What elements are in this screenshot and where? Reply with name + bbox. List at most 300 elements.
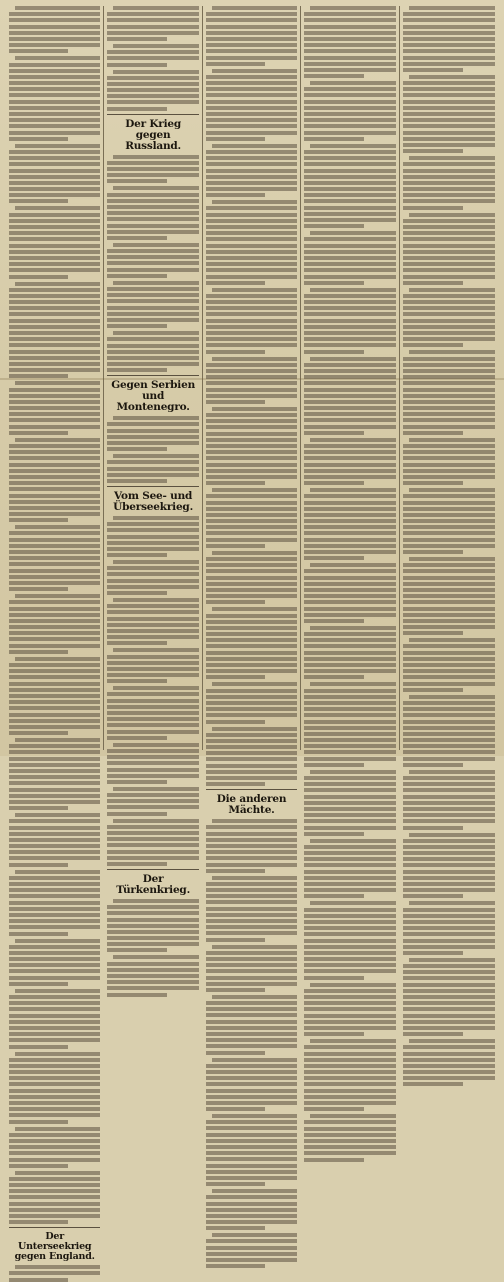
text-line <box>206 294 297 298</box>
text-line <box>409 833 495 837</box>
text-line <box>206 1239 297 1243</box>
text-line <box>403 369 495 373</box>
text-line <box>409 6 495 10</box>
paragraph <box>403 901 495 955</box>
text-line <box>206 982 297 986</box>
text-line <box>9 1145 100 1149</box>
text-line <box>304 638 395 642</box>
text-line <box>9 1214 100 1218</box>
text-line <box>9 518 68 522</box>
text-line <box>9 394 100 398</box>
text-line <box>403 319 495 323</box>
text-line <box>107 88 198 92</box>
text-line <box>206 770 297 774</box>
text-line <box>113 70 198 74</box>
text-line <box>15 381 100 385</box>
paragraph <box>9 594 100 654</box>
text-line <box>15 1127 100 1131</box>
text-line <box>107 936 198 940</box>
text-line <box>403 631 463 635</box>
text-line <box>403 513 495 517</box>
text-line <box>9 781 100 785</box>
text-line <box>107 63 166 67</box>
text-line <box>403 444 495 448</box>
text-line <box>304 469 395 473</box>
text-line <box>304 350 363 354</box>
paragraph <box>403 833 495 899</box>
text-line <box>9 18 100 22</box>
text-line <box>403 400 495 404</box>
text-line <box>304 851 395 855</box>
text-line <box>304 106 395 110</box>
text-line <box>9 1070 100 1074</box>
text-line <box>206 888 297 892</box>
text-line <box>304 939 395 943</box>
text-line <box>304 87 395 91</box>
text-line <box>304 250 395 254</box>
text-line <box>9 531 100 535</box>
text-line <box>206 475 297 479</box>
text-line <box>403 776 495 780</box>
text-line <box>403 175 495 179</box>
text-line <box>403 1007 495 1011</box>
text-line <box>206 1226 265 1230</box>
text-line <box>206 1126 297 1130</box>
text-line <box>403 726 495 730</box>
text-line <box>113 899 198 903</box>
text-line <box>15 6 100 10</box>
text-line <box>107 547 198 551</box>
text-line <box>304 450 395 454</box>
text-line <box>403 193 495 197</box>
text-line <box>403 187 495 191</box>
text-line <box>206 782 265 786</box>
text-line <box>304 882 395 886</box>
text-line <box>403 839 495 843</box>
text-line <box>107 293 198 297</box>
paragraph <box>9 870 100 936</box>
text-line <box>9 769 100 773</box>
text-line <box>9 350 100 354</box>
text-line <box>206 600 265 604</box>
text-line <box>15 1265 100 1269</box>
text-line <box>107 287 198 291</box>
paragraph <box>107 686 198 740</box>
paragraph <box>206 488 297 548</box>
text-line <box>304 381 395 385</box>
text-line <box>206 963 297 967</box>
text-line <box>107 467 198 471</box>
text-line <box>9 131 100 135</box>
text-line <box>403 894 463 898</box>
text-line <box>107 312 198 316</box>
paragraph <box>304 1114 395 1161</box>
text-line <box>206 237 297 241</box>
column-3 <box>203 6 301 817</box>
text-line <box>403 425 495 429</box>
text-line <box>206 957 297 961</box>
text-line <box>9 750 100 754</box>
text-line <box>304 582 395 586</box>
text-line <box>206 444 297 448</box>
paragraph <box>304 438 395 485</box>
text-line <box>206 187 297 191</box>
text-line <box>107 948 166 952</box>
text-line <box>107 566 198 570</box>
text-line <box>403 507 495 511</box>
text-line <box>206 275 297 279</box>
text-line <box>403 688 463 692</box>
text-line <box>9 256 100 260</box>
text-line <box>206 388 297 392</box>
text-line <box>206 850 297 854</box>
text-line <box>403 951 463 955</box>
text-line <box>107 579 198 583</box>
text-line <box>107 905 198 909</box>
text-line <box>9 1208 100 1212</box>
text-line <box>409 638 495 642</box>
text-line <box>206 250 297 254</box>
text-line <box>304 556 363 560</box>
text-line <box>9 118 100 122</box>
text-line <box>9 1183 100 1187</box>
text-line <box>212 1058 297 1062</box>
text-line <box>9 288 100 292</box>
text-line <box>206 325 297 329</box>
text-line <box>206 438 297 442</box>
paragraph <box>206 945 297 992</box>
text-line <box>206 49 297 53</box>
text-line <box>9 587 68 591</box>
paragraph <box>107 598 198 645</box>
text-line <box>9 631 100 635</box>
text-line <box>304 525 395 529</box>
text-line <box>403 149 463 153</box>
text-line <box>310 357 395 361</box>
text-line <box>9 368 100 372</box>
text-line <box>206 838 297 842</box>
text-line <box>9 932 68 936</box>
text-line <box>409 438 495 442</box>
text-line <box>403 675 495 679</box>
text-line <box>206 112 297 116</box>
text-line <box>206 56 297 60</box>
text-line <box>409 350 495 354</box>
text-line <box>304 1082 395 1086</box>
text-line <box>403 206 463 210</box>
text-line <box>403 18 495 22</box>
paragraph <box>304 901 395 979</box>
text-line <box>403 757 495 761</box>
text-line <box>206 707 297 711</box>
paragraph <box>107 648 198 683</box>
text-line <box>403 932 495 936</box>
text-line <box>9 1026 100 1030</box>
text-line <box>206 25 297 29</box>
text-line <box>206 1151 297 1155</box>
text-line <box>304 826 395 830</box>
text-line <box>403 807 495 811</box>
text-line <box>304 914 395 918</box>
text-line <box>9 1007 100 1011</box>
text-line <box>113 331 198 335</box>
text-line <box>403 1045 495 1049</box>
text-line <box>9 901 100 905</box>
text-line <box>304 268 395 272</box>
paragraph <box>107 899 198 953</box>
paragraph <box>107 955 198 996</box>
text-line <box>206 657 297 661</box>
text-line <box>212 876 297 880</box>
text-line <box>409 75 495 79</box>
text-line <box>206 1176 297 1180</box>
text-line <box>9 356 100 360</box>
text-line <box>304 306 395 310</box>
paragraph <box>304 6 395 78</box>
text-line <box>107 31 198 35</box>
text-line <box>113 819 198 823</box>
text-line <box>9 1278 68 1282</box>
paragraph <box>206 144 297 198</box>
text-line <box>9 800 100 804</box>
text-line <box>9 124 100 128</box>
text-line <box>107 837 198 841</box>
text-line <box>206 544 265 548</box>
text-line <box>9 995 100 999</box>
section-headline: Gegen Serbien und Montenegro. <box>111 379 196 414</box>
text-line <box>403 25 495 29</box>
text-line <box>409 901 495 905</box>
text-line <box>304 181 395 185</box>
text-line <box>206 124 297 128</box>
text-line <box>304 1032 363 1036</box>
text-line <box>206 156 297 160</box>
text-line <box>206 925 297 929</box>
text-line <box>403 1026 495 1030</box>
text-line <box>212 357 297 361</box>
text-line <box>9 945 100 949</box>
text-line <box>206 501 297 505</box>
text-line <box>206 695 297 699</box>
text-line <box>403 788 495 792</box>
text-line <box>304 156 395 160</box>
text-line <box>304 519 395 523</box>
paragraph <box>403 350 495 434</box>
text-line <box>206 244 297 248</box>
text-line <box>310 901 395 905</box>
text-line <box>304 294 395 298</box>
text-line <box>206 764 297 768</box>
text-line <box>107 460 198 464</box>
text-line <box>9 806 68 810</box>
text-line <box>304 312 395 316</box>
text-line <box>403 531 495 535</box>
text-line <box>403 600 495 604</box>
text-line <box>304 224 363 228</box>
text-line <box>409 1039 495 1043</box>
text-line <box>403 851 495 855</box>
text-line <box>9 888 100 892</box>
text-line <box>206 93 297 97</box>
text-line <box>206 519 297 523</box>
text-line <box>304 538 395 542</box>
text-line <box>304 162 395 166</box>
text-line <box>107 723 198 727</box>
text-line <box>113 281 198 285</box>
text-line <box>9 112 100 116</box>
text-line <box>403 450 495 454</box>
text-line <box>304 475 395 479</box>
text-line <box>206 701 297 705</box>
text-line <box>206 1089 297 1093</box>
text-line <box>310 1114 395 1118</box>
text-line <box>206 137 265 141</box>
text-line <box>9 731 68 735</box>
text-line <box>206 456 297 460</box>
text-line <box>107 429 198 433</box>
text-line <box>403 394 495 398</box>
text-line <box>304 375 395 379</box>
text-line <box>9 957 100 961</box>
text-line <box>15 813 100 817</box>
text-line <box>107 306 198 310</box>
text-line <box>206 882 297 886</box>
text-line <box>206 268 297 272</box>
text-line <box>403 250 495 254</box>
text-line <box>9 37 100 41</box>
text-line <box>107 661 198 665</box>
text-line <box>403 93 495 97</box>
text-line <box>206 118 297 122</box>
text-line <box>403 519 495 523</box>
text-line <box>304 1145 395 1149</box>
text-line <box>107 850 198 854</box>
text-line <box>206 663 297 667</box>
text-line <box>310 983 395 987</box>
text-line <box>212 682 297 686</box>
text-line <box>9 669 100 673</box>
text-line <box>304 425 395 429</box>
text-line <box>403 1014 495 1018</box>
text-line <box>206 43 297 47</box>
text-line <box>212 945 297 949</box>
text-line <box>9 106 100 110</box>
text-line <box>304 363 395 367</box>
column-4 <box>301 6 399 750</box>
text-line <box>9 581 100 585</box>
text-line <box>304 431 363 435</box>
text-line <box>113 186 198 190</box>
text-line <box>206 576 297 580</box>
text-line <box>206 75 297 79</box>
text-line <box>9 757 100 761</box>
text-line <box>206 913 297 917</box>
paragraph <box>9 438 100 522</box>
text-line <box>9 882 100 886</box>
text-line <box>9 150 100 154</box>
text-line <box>9 575 100 579</box>
text-line <box>403 857 495 861</box>
text-line <box>107 205 198 209</box>
paragraph <box>9 1265 100 1281</box>
paragraph <box>107 331 198 372</box>
text-line <box>9 406 100 410</box>
text-line <box>206 1120 297 1124</box>
text-line <box>304 275 395 279</box>
text-line <box>107 435 198 439</box>
text-line <box>403 481 463 485</box>
text-line <box>113 516 198 520</box>
text-line <box>107 76 198 80</box>
text-line <box>206 1044 297 1048</box>
text-line <box>403 56 495 60</box>
text-line <box>107 591 166 595</box>
text-line <box>304 37 395 41</box>
text-line <box>206 894 297 898</box>
text-line <box>304 206 395 210</box>
text-line <box>9 925 100 929</box>
text-line <box>304 400 395 404</box>
text-line <box>15 989 100 993</box>
text-line <box>304 600 395 604</box>
text-line <box>113 155 198 159</box>
divider <box>9 1227 100 1228</box>
text-line <box>403 225 495 229</box>
text-line <box>9 682 100 686</box>
text-line <box>304 969 395 973</box>
text-line <box>304 501 395 505</box>
text-line <box>15 144 100 148</box>
text-line <box>9 312 100 316</box>
text-line <box>206 193 265 197</box>
text-line <box>403 544 495 548</box>
section-headline: Der Krieg gegen Russland. <box>125 117 182 152</box>
text-line <box>107 918 198 922</box>
text-line <box>9 231 100 235</box>
text-line <box>107 274 166 278</box>
paragraph <box>9 989 100 1049</box>
text-line <box>107 749 198 753</box>
text-line <box>206 213 297 217</box>
text-line <box>304 732 395 736</box>
text-line <box>206 588 297 592</box>
text-line <box>403 49 495 53</box>
text-line <box>403 888 495 892</box>
text-line <box>304 782 395 786</box>
text-line <box>206 969 297 973</box>
text-line <box>310 6 395 10</box>
text-line <box>403 1032 463 1036</box>
text-line <box>403 268 495 272</box>
text-line <box>304 588 395 592</box>
text-line <box>107 856 198 860</box>
text-line <box>304 1070 395 1074</box>
text-line <box>304 444 395 448</box>
text-line <box>304 31 395 35</box>
text-line <box>304 112 395 116</box>
text-line <box>107 422 198 426</box>
paragraph <box>9 56 100 140</box>
text-line <box>9 1177 100 1181</box>
text-line <box>403 989 495 993</box>
text-line <box>9 844 100 848</box>
text-line <box>206 262 297 266</box>
text-line <box>403 357 495 361</box>
text-line <box>403 588 495 592</box>
text-line <box>9 1095 100 1099</box>
text-line <box>403 576 495 580</box>
text-line <box>113 454 198 458</box>
